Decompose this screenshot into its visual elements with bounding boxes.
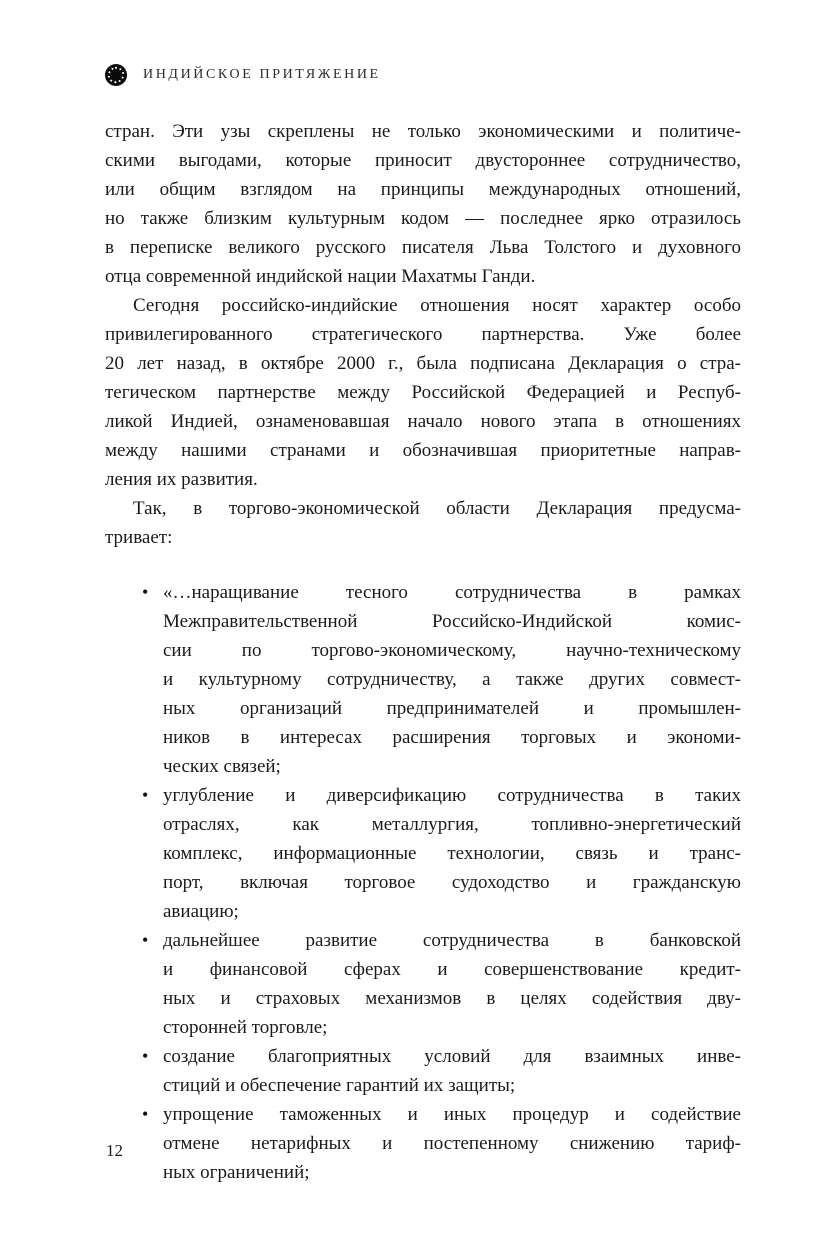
list-item-text — [163, 1042, 741, 1100]
running-header-title: ИНДИЙСКОЕ ПРИТЯЖЕНИЕ — [143, 67, 381, 82]
paragraph — [105, 291, 741, 494]
text-line: ческих связей; — [163, 756, 281, 777]
text-line: скими выгодами, которые приносит двустороннее сотрудничество, — [105, 150, 741, 171]
text-line: создание благоприятных условий для взаимных инве- — [163, 1046, 741, 1067]
page-footer — [106, 1141, 123, 1161]
text-line: Межправительственной Российско-Индийской комис- — [163, 611, 741, 632]
text-line: или общим взглядом на принципы международных отношений, — [105, 179, 741, 200]
text-line: Так, в торгово-экономической области Декларация предусма- — [133, 498, 741, 519]
text-line: порт, включая торговое судоходство и гражданскую — [163, 872, 741, 893]
text-line: в переписке великого русского писателя Льва Толстого и духовного — [105, 237, 741, 258]
running-header — [104, 63, 381, 87]
text-line: и культурному сотрудничеству, а также других совмест- — [163, 669, 741, 690]
text-line: комплекс, информационные технологии, связь и транс- — [163, 843, 741, 864]
text-line: дальнейшее развитие сотрудничества в банковской — [163, 930, 741, 951]
text-line: стран. Эти узы скреплены не только экономическими и политиче- — [105, 121, 741, 142]
text-line: стиций и обеспечение гарантий их защиты; — [163, 1075, 516, 1096]
text-line: Сегодня российско-индийские отношения носят характер особо — [133, 295, 741, 316]
text-line: ников в интересах расширения торговых и экономи- — [163, 727, 741, 748]
paragraph — [105, 117, 741, 291]
bullet-icon: • — [142, 1046, 149, 1066]
text-line: углубление и диверсификацию сотрудничества в таких — [163, 785, 741, 806]
text-line: ления их развития. — [105, 469, 258, 490]
text-line: ликой Индией, ознаменовавшая начало нового этапа в отношениях — [105, 411, 741, 432]
text-line: ных и страховых механизмов в целях содействия дву- — [163, 988, 741, 1009]
text-line: отраслях, как металлургия, топливно-энергетический — [163, 814, 741, 835]
list-item — [105, 926, 741, 1042]
page-body — [105, 117, 741, 1187]
text-line: тривает: — [105, 527, 173, 548]
list-item — [105, 578, 741, 781]
bullet-list — [105, 578, 741, 1187]
list-item — [105, 1100, 741, 1187]
text-line: тегическом партнерстве между Российской Федерацией и Респуб- — [105, 382, 741, 403]
bullet-icon: • — [142, 785, 149, 805]
bullet-icon: • — [142, 1104, 149, 1124]
list-item-text — [163, 578, 741, 781]
text-line: отца современной индийской нации Махатмы Ганди. — [105, 266, 536, 287]
bullet-icon: • — [142, 930, 149, 950]
text-line: отмене нетарифных и постепенному снижению тариф- — [163, 1133, 741, 1154]
list-item-text — [163, 1100, 741, 1187]
text-line: авиацию; — [163, 901, 239, 922]
text-line: «…наращивание тесного сотрудничества в рамках — [163, 582, 741, 603]
text-line: ных организаций предпринимателей и промышлен- — [163, 698, 741, 719]
text-line: ных ограничений; — [163, 1162, 310, 1183]
bullet-icon: • — [142, 582, 149, 602]
text-line: упрощение таможенных и иных процедур и содействие — [163, 1104, 741, 1125]
text-line: сторонней торговле; — [163, 1017, 328, 1038]
text-line: сии по торгово-экономическому, научно-техническому — [163, 640, 741, 661]
list-item — [105, 1042, 741, 1100]
text-line: между нашими странами и обозначившая приоритетные направ- — [105, 440, 741, 461]
paragraph — [105, 494, 741, 552]
list-item — [105, 781, 741, 926]
text-line: 20 лет назад, в октябре 2000 г., была подписана Декларация о стра- — [105, 353, 741, 374]
text-line: и финансовой сферах и совершенствование кредит- — [163, 959, 741, 980]
list-item-text — [163, 781, 741, 926]
paragraphs — [105, 117, 741, 552]
page-number: 12 — [106, 1141, 123, 1160]
text-line: но также близким культурным кодом — последнее ярко отразилось — [105, 208, 741, 229]
text-line: привилегированного стратегического партнерства. Уже более — [105, 324, 741, 345]
list-item-text — [163, 926, 741, 1042]
dotted-circle-icon — [104, 63, 128, 87]
